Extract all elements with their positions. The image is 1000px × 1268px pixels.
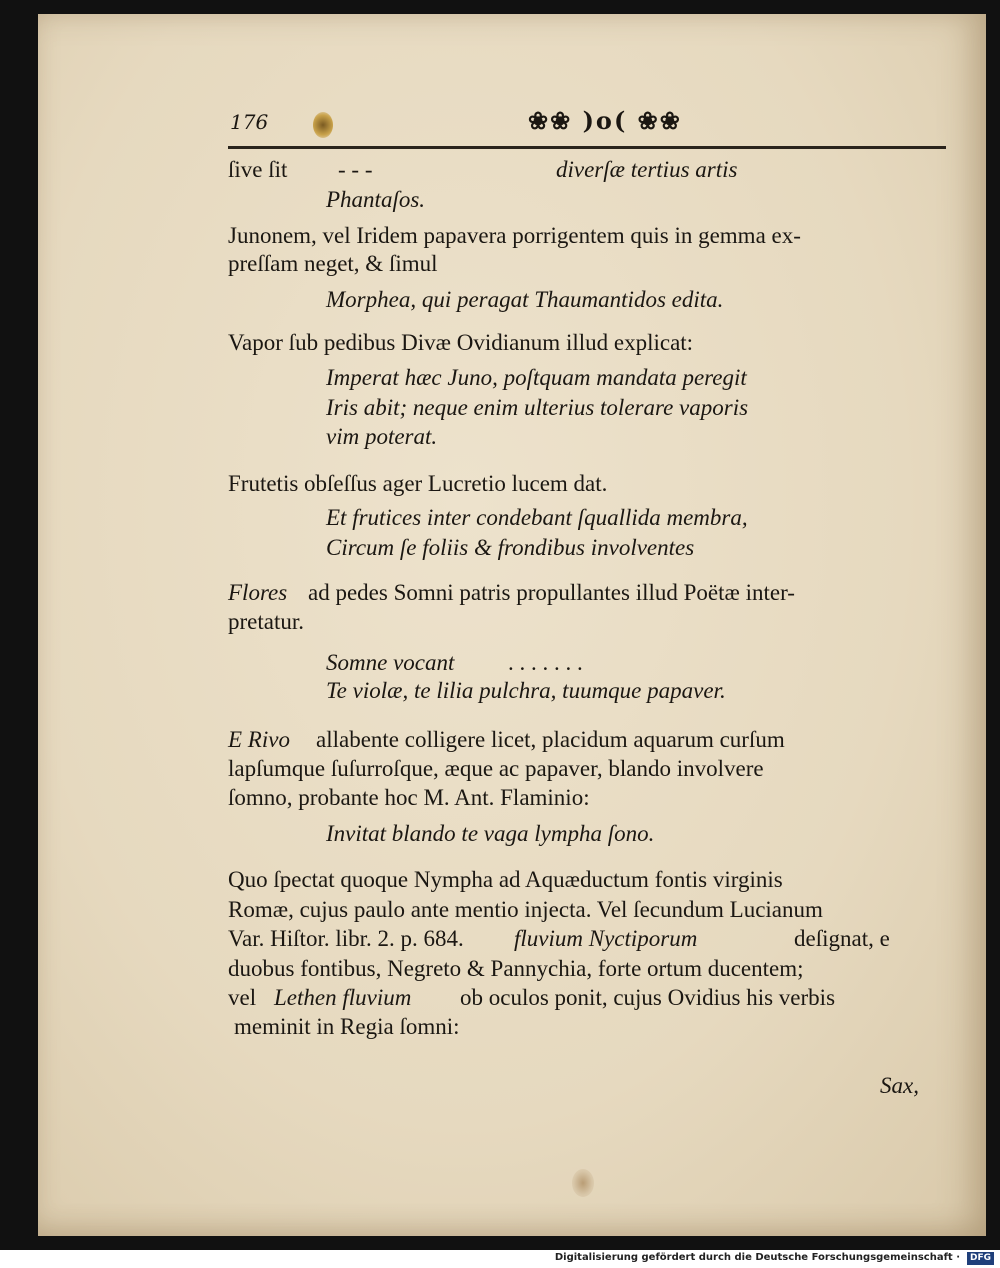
text-line: vim poterat. xyxy=(326,424,438,449)
text-line: Invitat blando te vaga lympha ſono. xyxy=(326,821,655,846)
text-line: fluvium Nyctiporum xyxy=(514,926,698,951)
text-line: Romæ, cujus paulo ante mentio injecta. Vel ſecundum Lucianum xyxy=(228,897,823,922)
text-line: Circum ſe foliis & frondibus involventes xyxy=(326,535,695,560)
text-line: Et frutices inter condebant ſquallida membra, xyxy=(326,505,748,530)
text-line: E Rivo xyxy=(228,727,290,752)
text-line: duobus fontibus, Negreto & Pannychia, forte ortum ducentem; xyxy=(228,956,804,981)
text-line: preſſam neget, & ſimul xyxy=(228,251,438,276)
text-line: Morphea, qui peragat Thaumantidos edita. xyxy=(326,287,724,312)
text-line: Te violæ, te lilia pulchra, tuumque papaver. xyxy=(326,678,726,703)
text-line: diverſæ tertius artis xyxy=(556,157,738,182)
text-line: . . . . . . . xyxy=(508,650,583,675)
text-line: meminit in Regia ſomni: xyxy=(234,1014,460,1039)
stain-mark xyxy=(313,112,333,138)
text-line: Quo ſpectat quoque Nympha ad Aquæductum fontis virginis xyxy=(228,867,783,892)
text-line: - - - xyxy=(338,157,373,182)
text-line: Junonem, vel Iridem papavera porrigentem quis in gemma ex- xyxy=(228,223,801,248)
footer-bar xyxy=(0,1250,1000,1268)
text-line: ob oculos ponit, cujus Ovidius his verbis xyxy=(460,985,836,1010)
text-line: vel xyxy=(228,985,257,1010)
catchword: Sax, xyxy=(880,1073,919,1098)
text-line: Frutetis obſeſſus ager Lucretio lucem dat. xyxy=(228,471,608,496)
text-line: Vapor ſub pedibus Divæ Ovidianum illud explicat: xyxy=(228,330,694,355)
page-header xyxy=(228,106,946,149)
text-line: Imperat hæc Juno, poſtquam mandata peregit xyxy=(326,365,747,390)
page-number: 176 xyxy=(230,110,269,134)
text-line: Flores xyxy=(228,580,288,605)
text-line: Lethen fluvium xyxy=(274,985,412,1010)
text-line: ſomno, probante hoc M. Ant. Flaminio: xyxy=(228,785,590,810)
text-line: deſignat, e xyxy=(794,926,890,951)
text-line: Somne vocant xyxy=(326,650,455,675)
header-ornament: ❀❀ )o( ❀❀ xyxy=(528,106,682,135)
text-line: ad pedes Somni patris propullantes illud Poëtæ inter- xyxy=(308,580,795,605)
text-line: pretatur. xyxy=(228,609,304,634)
text-line: allabente colligere licet, placidum aquarum curſum xyxy=(316,727,785,752)
stain-mark xyxy=(572,1169,594,1197)
text-line: Iris abit; neque enim ulterius tolerare vaporis xyxy=(326,395,749,420)
text-line: lapſumque ſuſurroſque, æque ac papaver, blando involvere xyxy=(228,756,764,781)
book-page xyxy=(38,14,986,1236)
text-line: Phantaſos. xyxy=(326,187,426,212)
text-line: ſive ſit xyxy=(228,157,288,182)
dfg-logo: DFG xyxy=(967,1252,994,1265)
text-line: Var. Hiſtor. libr. 2. p. 684. xyxy=(228,926,464,951)
funding-credit: Digitalisierung gefördert durch die Deutsche Forschungsgemeinschaft · xyxy=(554,1252,960,1263)
